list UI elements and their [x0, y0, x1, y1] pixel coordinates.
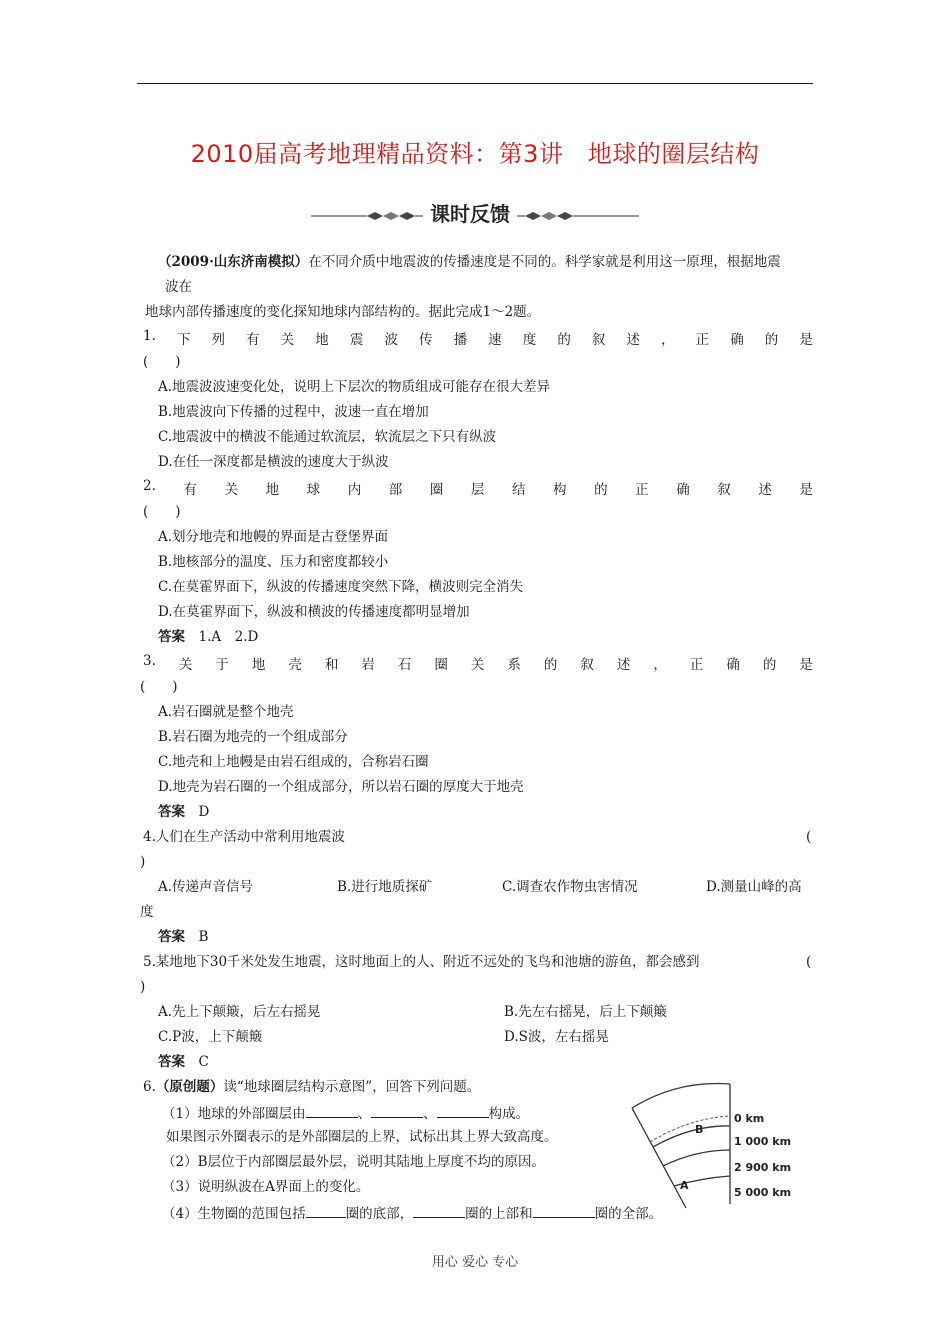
- q1-stem-char: ，: [661, 332, 675, 348]
- answer-q5: 答案 C: [158, 1054, 209, 1070]
- q3-stem-char: 岩: [361, 657, 375, 673]
- q2-stem-char: 关: [224, 482, 239, 498]
- q4-paren-close: ): [140, 854, 146, 870]
- q6-blank-4[interactable]: [306, 1203, 346, 1218]
- q3-stem-char: 壳: [288, 657, 302, 673]
- q1-paren: ( ): [143, 354, 181, 370]
- earth-layer-diagram: [622, 1070, 802, 1220]
- q3-option-b: B.岩石圈为地壳的一个组成部分: [158, 729, 348, 745]
- q2-stem: [143, 478, 813, 498]
- q1-stem-char: 的: [557, 332, 571, 348]
- q1-stem-char: 速: [488, 332, 502, 348]
- q6-blank-2[interactable]: [371, 1103, 423, 1118]
- q3-stem-char: 是: [799, 657, 813, 673]
- q2-stem-char: 正: [635, 482, 649, 498]
- q1-option-a: A.地震波波速变化处，说明上下层次的物质组成可能存在很大差异: [158, 379, 551, 395]
- q1-stem-char: 传: [419, 332, 433, 348]
- diagram-label-a: A: [680, 1179, 689, 1192]
- q1-stem-char: 下: [176, 332, 191, 348]
- q1-stem-char: 关: [280, 332, 295, 348]
- q1-stem-char: 有: [246, 332, 260, 348]
- q2-stem-char: 部: [388, 482, 403, 498]
- q6-sub1: （1）地球的外部圈层由 、 、 构成。: [162, 1103, 529, 1123]
- q6-sub1-line2: 如果图示外圈表示的是外部圈层的上界，试标出其上界大致高度。: [166, 1129, 558, 1145]
- q4-option-c: C.调查农作物虫害情况: [502, 879, 638, 895]
- q2-stem-char: 有: [183, 482, 197, 498]
- q4-option-a: A.传递声音信号: [158, 879, 254, 895]
- q1-stem-char: 是: [799, 332, 813, 348]
- ornament-left-icon: [311, 210, 423, 222]
- diagram-label-b: B: [695, 1123, 704, 1136]
- answer-q1-q2: 答案 1.A 2.D: [158, 629, 259, 645]
- depth-label-1: 1 000 km: [734, 1135, 792, 1148]
- q6-sub4: （4）生物圈的范围包括 圈的底部， 圈的上部和 圈的全部。: [162, 1203, 662, 1223]
- answer-q4: 答案 B: [158, 929, 209, 945]
- q3-stem: [143, 653, 813, 673]
- q2-option-d: D.在莫霍界面下，纵波和横波的传播速度都明显增加: [158, 604, 470, 620]
- q2-stem-char: 确: [676, 482, 690, 498]
- q2-stem-char: 2.: [143, 478, 156, 494]
- q3-option-d: D.地壳为岩石圈的一个组成部分，所以岩石圈的厚度大于地壳: [158, 779, 524, 795]
- q2-stem-char: 地: [265, 482, 280, 498]
- q6-blank-6[interactable]: [533, 1203, 595, 1218]
- q6-stem: 6.（原创题）读“地球圈层结构示意图”，回答下列问题。: [143, 1079, 481, 1095]
- q3-stem-char: 的: [543, 657, 558, 673]
- q1-stem-char: 波: [384, 332, 398, 348]
- q3-stem-char: 于: [215, 657, 229, 673]
- q6-blank-3[interactable]: [437, 1103, 489, 1118]
- q2-stem-char: 的: [594, 482, 608, 498]
- q3-stem-char: 叙: [580, 657, 594, 673]
- q6-sub3: （3）说明纵波在A界面上的变化。: [162, 1179, 370, 1195]
- q2-stem-char: 结: [511, 482, 526, 498]
- q1-stem-char: 述: [626, 332, 640, 348]
- q3-stem-char: 地: [251, 657, 266, 673]
- q3-stem-char: 关: [178, 657, 193, 673]
- q1-option-b: B.地震波向下传播的过程中，波速一直在增加: [158, 404, 429, 420]
- q1-stem-char: 的: [764, 332, 779, 348]
- q2-option-c: C.在莫霍界面下，纵波的传播速度突然下降，横波则完全消失: [158, 579, 524, 595]
- q3-stem-char: 3.: [143, 653, 156, 669]
- intro-source: （2009·山东济南模拟）: [158, 254, 309, 270]
- q1-stem-char: 叙: [591, 332, 606, 348]
- q5-paren-close: ): [140, 979, 146, 995]
- q1-stem-char: 度: [522, 332, 537, 348]
- q2-stem-char: 层: [470, 482, 485, 498]
- q2-stem-char: 构: [553, 482, 567, 498]
- q3-stem-char: 和: [324, 657, 339, 673]
- q5-option-d: D.S波，左右摇晃: [504, 1029, 609, 1045]
- q3-stem-char: 系: [507, 657, 521, 673]
- depth-label-2: 2 900 km: [734, 1161, 792, 1174]
- q2-option-a: A.划分地壳和地幔的界面是古登堡界面: [158, 529, 389, 545]
- q6-blank-5[interactable]: [413, 1203, 465, 1218]
- q1-stem: [143, 328, 813, 348]
- intro-line1: （2009·山东济南模拟）在不同介质中地震波的传播速度是不同的。科学家就是利用这一原理，根据地震: [158, 254, 781, 270]
- q5-option-c: C.P波，上下颠簸: [158, 1029, 263, 1045]
- q4-paren-open: (: [806, 829, 812, 845]
- section-heading: 课时反馈: [430, 202, 510, 226]
- q1-stem-char: 地: [315, 332, 329, 348]
- q3-option-c: C.地壳和上地幔是由岩石组成的，合称岩石圈: [158, 754, 429, 770]
- q3-stem-char: ，: [653, 657, 667, 673]
- q3-stem-char: 石: [397, 657, 412, 673]
- q1-stem-char: 确: [730, 332, 744, 348]
- q2-stem-char: 内: [347, 482, 362, 498]
- q1-stem-char: 1.: [143, 328, 156, 344]
- q3-stem-char: 关: [470, 657, 485, 673]
- depth-label-3: 5 000 km: [734, 1186, 792, 1199]
- page-title: 2010届高考地理精品资料：第3讲 地球的圈层结构: [190, 140, 760, 168]
- q4-option-b: B.进行地质探矿: [337, 879, 433, 895]
- q3-stem-char: 正: [689, 657, 704, 673]
- q2-option-b: B.地核部分的温度、压力和密度都较小: [158, 554, 389, 570]
- q4-stem: 4.人们在生产活动中常利用地震波: [143, 829, 345, 845]
- q2-stem-char: 圈: [429, 482, 444, 498]
- page-footer: 用心 爱心 专心: [431, 1255, 519, 1270]
- q3-stem-char: 确: [726, 657, 740, 673]
- q2-stem-char: 是: [799, 482, 813, 498]
- q6-sub2: （2）B层位于内部圈层最外层，说明其陆地上厚度不均的原因。: [162, 1154, 546, 1170]
- top-rule: [137, 83, 813, 84]
- q1-stem-char: 正: [695, 332, 710, 348]
- q6-blank-1[interactable]: [306, 1103, 358, 1118]
- q1-option-d: D.在任一深度都是横波的速度大于纵波: [158, 454, 389, 470]
- q1-stem-char: 播: [453, 332, 468, 348]
- answer-q3: 答案 D: [158, 804, 210, 820]
- q4-option-d-wrap: 度: [140, 904, 154, 920]
- q1-stem-char: 列: [211, 332, 226, 348]
- q1-stem-char: 震: [349, 332, 364, 348]
- q4-option-d: D.测量山峰的高: [706, 879, 802, 895]
- q2-stem-char: 球: [306, 482, 321, 498]
- depth-label-0: 0 km: [734, 1112, 765, 1125]
- q3-stem-char: 圈: [434, 657, 448, 673]
- q5-option-a: A.先上下颠簸，后左右摇晃: [158, 1004, 321, 1020]
- q3-paren: ( ): [140, 679, 178, 695]
- intro-line1-wrap: 波在: [165, 279, 192, 295]
- q3-stem-char: 的: [762, 657, 777, 673]
- q2-stem-char: 叙: [717, 482, 731, 498]
- q3-stem-char: 述: [616, 657, 631, 673]
- q5-paren-open: (: [806, 954, 812, 970]
- q5-option-b: B.先左右摇晃，后上下颠簸: [504, 1004, 667, 1020]
- q5-stem: 5.某地地下30千米处发生地震，这时地面上的人、附近不远处的飞鸟和池塘的游鱼，都会感到: [143, 954, 700, 970]
- ornament-right-icon: [517, 210, 639, 222]
- q1-option-c: C.地震波中的横波不能通过软流层，软流层之下只有纵波: [158, 429, 497, 445]
- q2-paren: ( ): [143, 504, 181, 520]
- intro-line2: 地球内部传播速度的变化探知地球内部结构的。据此完成1～2题。: [145, 304, 541, 320]
- q2-stem-char: 述: [758, 482, 772, 498]
- q3-option-a: A.岩石圈就是整个地壳: [158, 704, 294, 720]
- section-heading-row: [0, 198, 950, 227]
